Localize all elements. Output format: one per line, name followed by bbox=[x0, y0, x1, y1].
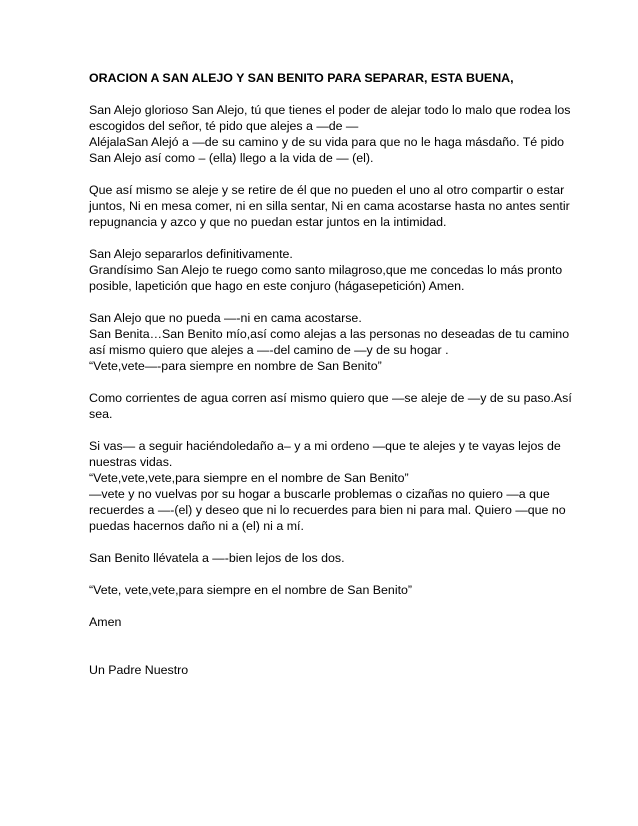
paragraph-5 bbox=[89, 390, 572, 422]
paragraph-3 bbox=[89, 246, 563, 294]
text-line: “Vete,vete—-para siempre en nombre de San Benito” bbox=[89, 359, 382, 373]
text-line: —vete y no vuelvas por su hogar a buscarle problemas o cizañas no quiero —a que bbox=[89, 487, 550, 501]
text-line: “Vete,vete,vete,para siempre en el nombre de San Benito” bbox=[89, 471, 409, 485]
text-line: Un Padre Nuestro bbox=[89, 663, 189, 677]
paragraph-6 bbox=[89, 438, 566, 534]
paragraph-7 bbox=[89, 550, 559, 566]
paragraph-1 bbox=[89, 102, 571, 166]
paragraph-2 bbox=[89, 182, 570, 230]
text-line: así mismo quiero que alejes a —-del camino de —y de su hogar . bbox=[89, 343, 449, 357]
text-line: Si vas— a seguir haciéndoledaño a– y a mi ordeno —que te alejes y te vayas lejos de bbox=[89, 439, 561, 453]
paragraph-4 bbox=[89, 310, 570, 374]
paragraph-8 bbox=[89, 582, 559, 598]
paragraph-padre-nuestro bbox=[89, 662, 559, 678]
text-line: repugnancia y azco y que no puedan estar juntos en la intimidad. bbox=[89, 215, 447, 229]
text-line: San Alejo separarlos definitivamente. bbox=[89, 247, 293, 261]
text-line: “Vete, vete,vete,para siempre en el nombre de San Benito” bbox=[89, 583, 413, 597]
text-line: recuerdes a —-(el) y deseo que ni lo recuerdes para bien ni para mal. Quiero —que no bbox=[89, 503, 566, 517]
paragraph-amen bbox=[89, 614, 559, 630]
text-line: nuestras vidas. bbox=[89, 455, 173, 469]
text-line: posible, lapetición que hago en este conjuro (hágasepetición) Amen. bbox=[89, 279, 465, 293]
text-line: Como corrientes de agua corren así mismo quiero que —se aleje de —y de su paso.Así bbox=[89, 391, 572, 405]
text-line: sea. bbox=[89, 407, 113, 421]
text-line: San Alejo glorioso San Alejo, tú que tienes el poder de alejar todo lo malo que rodea los bbox=[89, 103, 571, 117]
text-line: San Benita…San Benito mío,así como alejas a las personas no deseadas de tu camino bbox=[89, 327, 570, 341]
text-line: juntos, Ni en mesa comer, ni en silla sentar, Ni en cama acostarse hasta no antes sentir bbox=[89, 199, 570, 213]
text-line: San Alejo que no pueda —-ni en cama acostarse. bbox=[89, 311, 362, 325]
document-title: ORACION A SAN ALEJO Y SAN BENITO PARA SEPARAR, ESTA BUENA, bbox=[89, 71, 514, 85]
text-line: Que así mismo se aleje y se retire de él que no pueden el uno al otro compartir o estar bbox=[89, 183, 565, 197]
text-line: San Alejo así como – (ella) llego a la vida de — (el). bbox=[89, 151, 374, 165]
text-line: puedas hacernos daño ni a (el) ni a mí. bbox=[89, 519, 304, 533]
document-body bbox=[89, 70, 572, 678]
text-line: Grandísimo San Alejo te ruego como santo milagroso,que me concedas lo más pronto bbox=[89, 263, 563, 277]
text-line: AléjalaSan Alejó a —de su camino y de su vida para que no le haga másdaño. Té pido bbox=[89, 135, 565, 149]
text-line: San Benito llévatela a —-bien lejos de los dos. bbox=[89, 551, 345, 565]
text-line: escogidos del señor, té pido que alejes a —de — bbox=[89, 119, 359, 133]
text-line: Amen bbox=[89, 615, 122, 629]
